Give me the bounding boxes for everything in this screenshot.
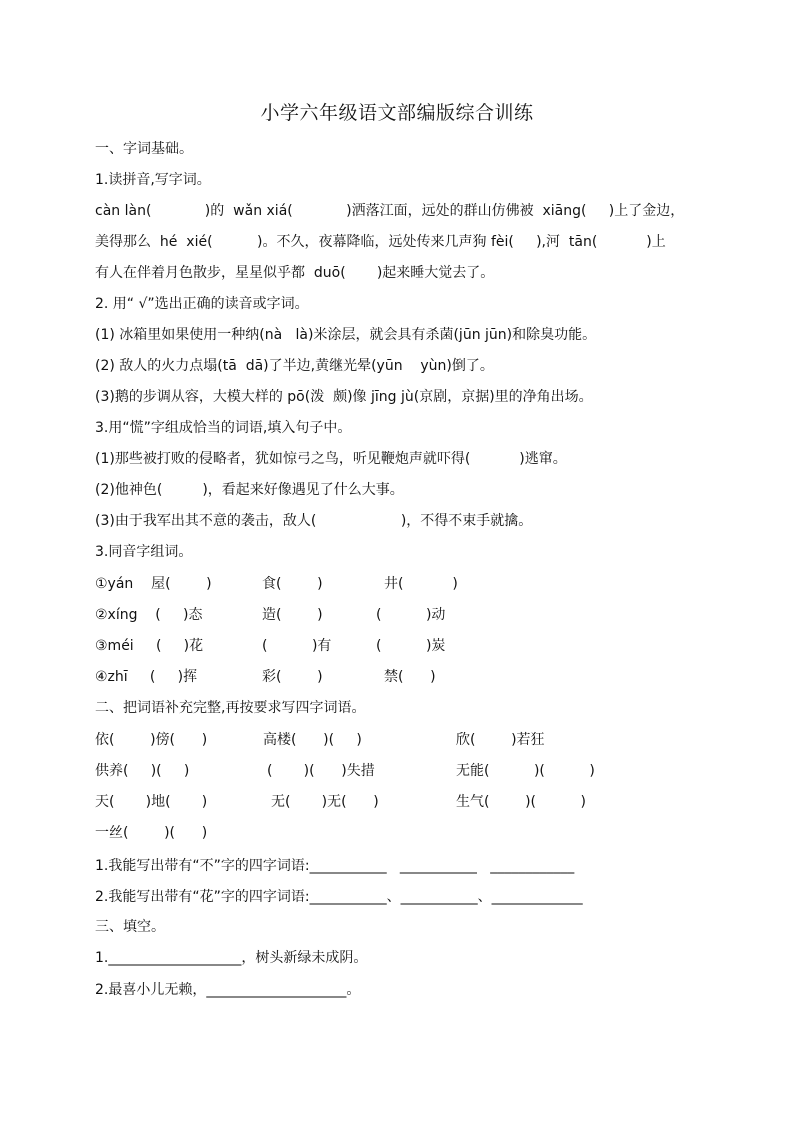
homophone-cell: ②xíng ( )态 [95,607,203,623]
huang-item-2: (2)他神色( )，看起来好像遇见了什么大事。 [95,482,404,498]
idiom-row [95,793,715,813]
check-item-1: (1) 冰箱里如果使用一种纳(nà là)米涂层，就会具有杀菌(jūn jūn)和除臭功能。 [95,327,597,343]
homophone-row [95,637,715,657]
section1-heading: 一、字词基础。 [95,141,193,157]
question-pinyin-heading: 1.读拼音,写字词。 [95,172,211,188]
idiom-cell: 高楼( )( ) [263,732,362,748]
homophone-cell: ③méi ( )花 [95,638,204,654]
fill-blank-2: 2.最喜小儿无赖，____________________。 [95,982,361,998]
idiom-cell: ( )( )失措 [267,763,375,779]
idiom-cell: 一丝( )( ) [95,825,208,841]
homophone-cell: 食( ) [262,576,323,592]
question-huang-heading: 3.用“慌”字组成恰当的词语,填入句子中。 [95,420,352,436]
homophone-cell: 造( ) [262,607,323,623]
pinyin-line-3: 有人在伴着月色散步，星星似乎都 duō( )起来睡大觉去了。 [95,265,495,281]
pinyin-line-1: càn làn( )的 wǎn xiá( )洒落江面，远处的群山仿佛被 xiāng( )上了金边， [95,203,685,219]
write-bu-idioms: 1.我能写出带有“不”字的四字词语:___________ ___________ ____________ [95,858,575,874]
idiom-row [95,762,715,782]
idiom-cell: 生气( )( ) [456,794,586,810]
homophone-cell: 彩( ) [262,669,323,685]
idiom-row [95,824,715,844]
homophone-cell: ( )有 [262,638,332,654]
fill-blank-1: 1.___________________，树头新绿未成阴。 [95,950,368,966]
idiom-cell: 欣( )若狂 [456,732,545,748]
pinyin-line-2: 美得那么 hé xié( )。不久，夜幕降临，远处传来几声狗 fèi( ),河 tān( )上 [95,234,666,250]
homophone-cell: ( )炭 [376,638,446,654]
write-hua-idioms: 2.我能写出带有“花”字的四字词语:___________、___________、_____________ [95,889,583,905]
homophone-row [95,606,715,626]
idiom-cell: 供养( )( ) [95,763,190,779]
homophone-cell: 井( ) [384,576,458,592]
homophone-cell: 禁( ) [384,669,436,685]
check-item-3: (3)鹅的步调从容，大模大样的 pō(泼 颇)像 jīng jù(京剧，京据)里的净角出场。 [95,389,593,405]
question-check-heading: 2. 用“ √”选出正确的读音或字词。 [95,296,309,312]
idiom-cell: 无能( )( ) [456,763,595,779]
homophone-cell: ④zhī ( )挥 [95,669,198,685]
question-homophone-heading: 3.同音字组词。 [95,544,193,560]
idiom-cell: 依( )傍( ) [95,732,208,748]
idiom-cell: 无( )无( ) [271,794,379,810]
homophone-row [95,575,715,595]
huang-item-1: (1)那些被打败的侵略者，犹如惊弓之鸟，听见鞭炮声就吓得( )逃窜。 [95,451,567,467]
page-title: 小学六年级语文部编版综合训练 [260,102,534,124]
check-item-2: (2) 敌人的火力点塌(tā dā)了半边,黄继光晕(yūn yùn)倒了。 [95,358,494,374]
huang-item-3: (3)由于我军出其不意的袭击，敌人( )，不得不束手就擒。 [95,513,533,529]
idiom-cell: 天( )地( ) [95,794,208,810]
section3-heading: 三、填空。 [95,919,165,935]
homophone-cell: ( )动 [376,607,446,623]
homophone-row [95,668,715,688]
homophone-cell: ①yán 屋( ) [95,576,212,592]
section2-heading: 二、把词语补充完整,再按要求写四字词语。 [95,700,366,716]
idiom-row [95,731,715,751]
